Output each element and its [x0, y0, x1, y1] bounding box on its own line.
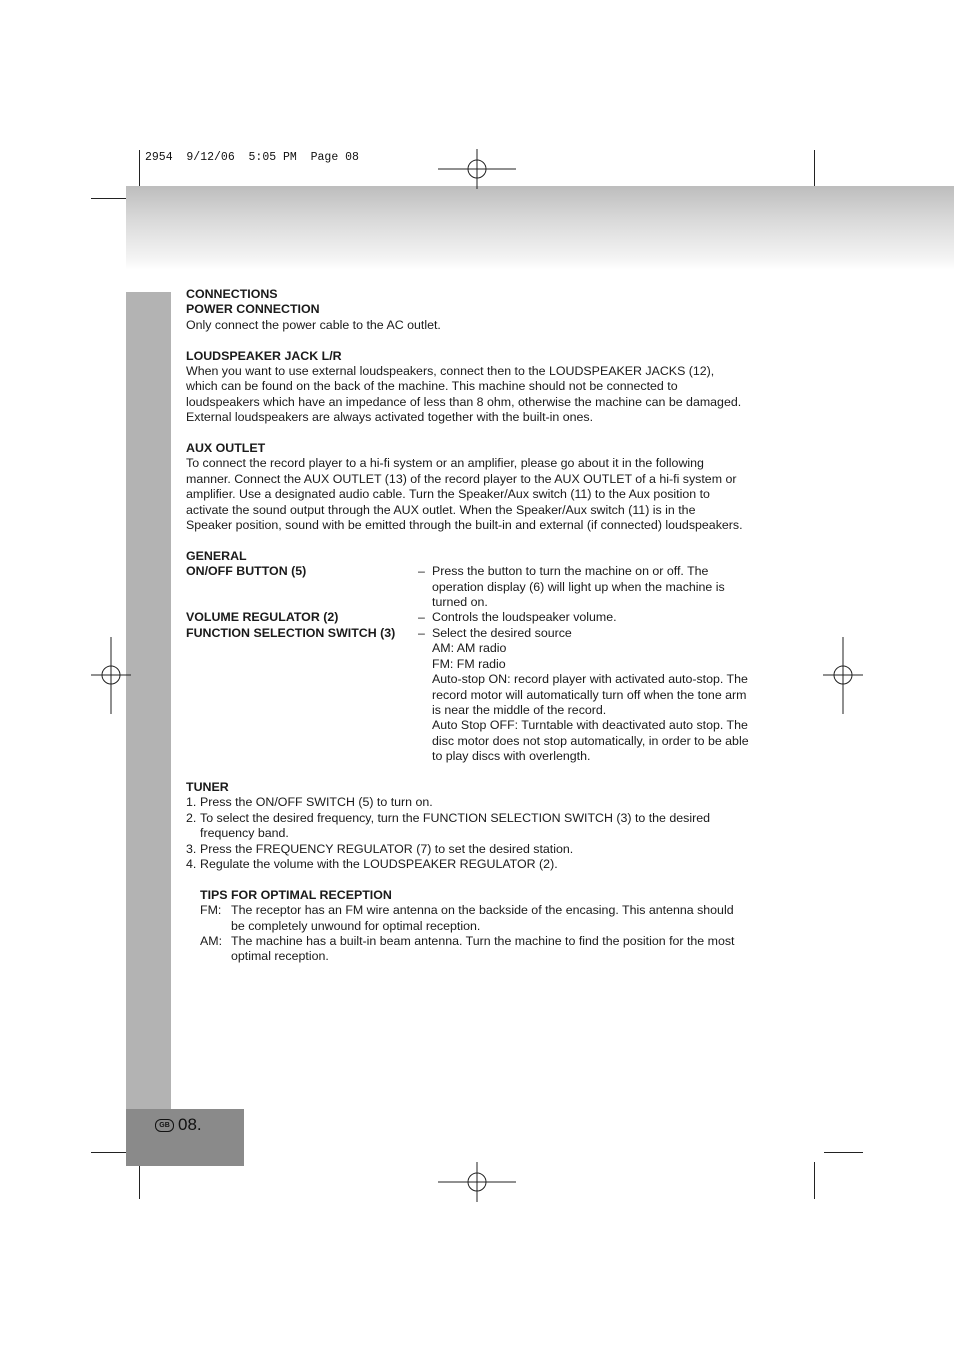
side-bar	[126, 292, 171, 1110]
step-text: frequency band.	[200, 826, 289, 841]
crop-mark	[814, 150, 815, 187]
language-badge: GB	[155, 1119, 174, 1132]
tuner-step	[186, 857, 770, 872]
dash: –	[418, 610, 425, 625]
description-line: AM: AM radio	[432, 641, 507, 656]
general-item-description	[432, 564, 770, 610]
description-line: Select the desired source	[432, 625, 572, 640]
crop-mark	[139, 150, 140, 187]
tip-text: The machine has a built-in beam antenna. Turn the machine to find the position for the most	[231, 933, 735, 948]
crop-mark	[91, 198, 130, 199]
step-text: Regulate the volume with the LOUDSPEAKER REGULATOR (2).	[200, 856, 558, 871]
registration-mark-left	[91, 637, 131, 714]
step-number: 2.	[186, 810, 197, 825]
aux-line: To connect the record player to a hi-fi system or an amplifier, please go about it in the following	[186, 456, 704, 471]
tip-text: optimal reception.	[231, 949, 329, 964]
step-text: Press the FREQUENCY REGULATOR (7) to set the desired station.	[200, 841, 574, 856]
tips-title: TIPS FOR OPTIMAL RECEPTION	[200, 887, 392, 902]
description-line: Auto-stop ON: record player with activated auto-stop. The	[432, 672, 748, 687]
general-item-function	[186, 626, 770, 765]
crop-mark	[814, 1162, 815, 1199]
crop-mark	[139, 1162, 140, 1199]
description-line: record motor will automatically turn off when the tone arm	[432, 687, 747, 702]
aux-line: activate the sound output through the AUX outlet. When the Speaker/Aux switch (11) is in the	[186, 502, 696, 517]
aux-line: Speaker position, sound with be emitted through the built-in and external (if connected) loudspeakers.	[186, 518, 743, 533]
print-slug: 2954 9/12/06 5:05 PM Page 08	[145, 151, 359, 164]
step-text: Press the ON/OFF SWITCH (5) to turn on.	[200, 795, 433, 810]
tip-key: AM:	[200, 933, 223, 948]
section-title-tuner: TUNER	[186, 779, 229, 794]
step-text: To select the desired frequency, turn the FUNCTION SELECTION SWITCH (3) to the desired	[200, 810, 711, 825]
power-text: Only connect the power cable to the AC outlet.	[186, 317, 441, 332]
manual-content	[186, 287, 770, 965]
subsection-title-aux: AUX OUTLET	[186, 441, 266, 456]
tips-block	[186, 888, 770, 965]
tuner-step	[186, 795, 770, 810]
tip-text: be completely unwound for optimal reception.	[231, 918, 481, 933]
section-title-connections: CONNECTIONS	[186, 287, 278, 301]
tip-text: The receptor has an FM wire antenna on the backside of the encasing. This antenna should	[231, 903, 734, 918]
subsection-title-loudspeaker: LOUDSPEAKER JACK L/R	[186, 348, 342, 363]
header-gradient-band	[126, 186, 954, 270]
tip-key: FM:	[200, 903, 222, 918]
tip-fm	[200, 903, 770, 934]
description-line: Controls the loudspeaker volume.	[432, 610, 617, 625]
loudspeaker-line: External loudspeakers are always activated together with the built-in ones.	[186, 410, 594, 425]
registration-mark-top	[438, 149, 516, 189]
loudspeaker-line: When you want to use external loudspeakers, connect then to the LOUDSPEAKER JACKS (12),	[186, 364, 715, 379]
aux-line: manner. Connect the AUX OUTLET (13) of the record player to the AUX OUTLET of a hi-fi system or	[186, 471, 737, 486]
general-item-description	[432, 626, 770, 765]
loudspeaker-line: loudspeakers which have an impedance of less than 8 ohm, otherwise the machine can be damaged.	[186, 394, 742, 409]
general-item-label: FUNCTION SELECTION SWITCH (3)	[186, 625, 396, 640]
step-number: 4.	[186, 856, 197, 871]
description-line: to play discs with overlength.	[432, 749, 591, 764]
step-number: 1.	[186, 795, 197, 810]
registration-mark-bottom	[438, 1162, 516, 1202]
crop-mark	[824, 1152, 863, 1153]
dash: –	[418, 564, 425, 579]
general-item-volume	[186, 610, 770, 625]
description-line: FM: FM radio	[432, 656, 506, 671]
description-line: turned on.	[432, 595, 488, 610]
aux-line: amplifier. Use a designated audio cable. Turn the Speaker/Aux switch (11) to the Aux position to	[186, 487, 710, 502]
loudspeaker-line: which can be found on the back of the machine. This machine should not be connected to	[186, 379, 678, 394]
general-item-label: VOLUME REGULATOR (2)	[186, 610, 339, 625]
description-line: Auto Stop OFF: Turntable with deactivated auto stop. The	[432, 718, 748, 733]
description-line: disc motor does not stop automatically, in order to be able	[432, 733, 749, 748]
description-line: is near the middle of the record.	[432, 702, 607, 717]
page-number: 08.	[178, 1115, 202, 1134]
general-item-onoff	[186, 564, 770, 610]
registration-mark-right	[823, 637, 863, 714]
description-line: operation display (6) will light up when the machine is	[432, 579, 725, 594]
tip-am	[200, 934, 770, 965]
general-item-description	[432, 610, 770, 625]
subsection-title-power: POWER CONNECTION	[186, 302, 320, 317]
dash: –	[418, 625, 425, 640]
tuner-step	[186, 811, 770, 842]
crop-mark	[91, 1152, 130, 1153]
description-line: Press the button to turn the machine on or off. The	[432, 564, 709, 579]
section-title-general: GENERAL	[186, 548, 247, 563]
general-item-label: ON/OFF BUTTON (5)	[186, 564, 307, 579]
step-number: 3.	[186, 841, 197, 856]
tuner-step	[186, 842, 770, 857]
